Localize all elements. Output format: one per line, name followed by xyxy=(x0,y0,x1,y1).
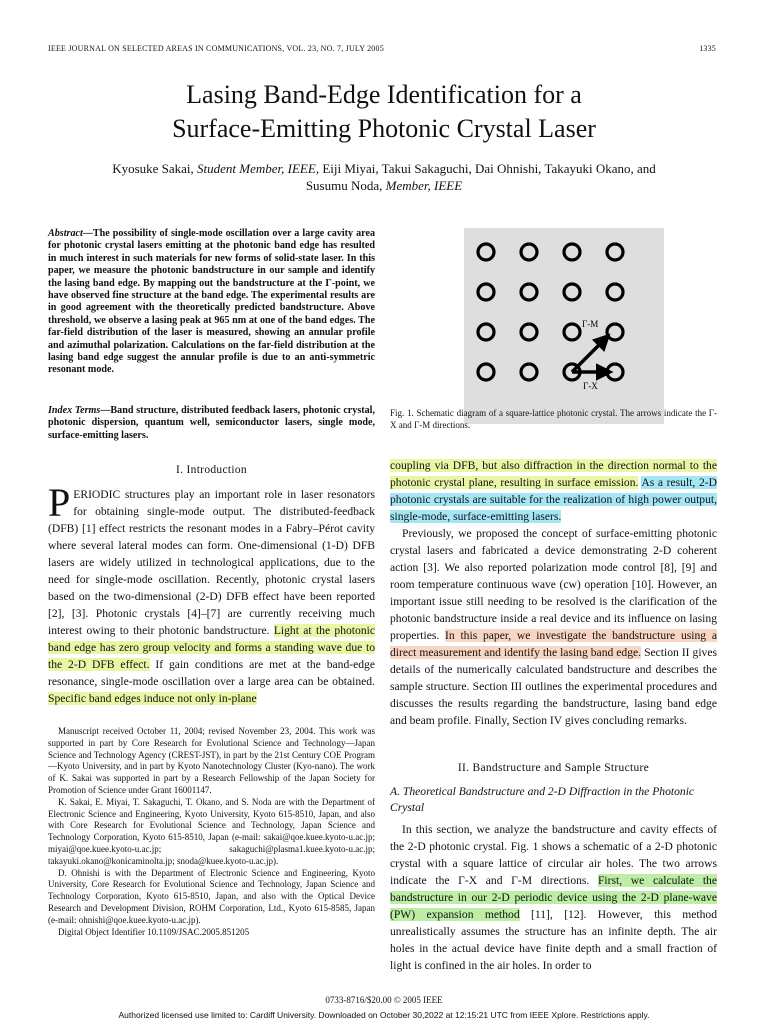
page-number: 1335 xyxy=(699,44,716,53)
highlight-surface-emission: coupling via DFB, but also diffraction in the direction normal to the photonic crystal plane, resulting in surface emission. xyxy=(390,459,717,489)
air-hole xyxy=(607,244,623,260)
previous-work-text-b: Section II gives details of the numerically calculated bandstructure and describes the sample structure. Section III outlines the experimental procedures and discusses the results regarding the bandstructure, lasing band edge and beam profile. Finally, Section IV gives concluding remarks. xyxy=(390,646,718,727)
right-column-text xyxy=(390,457,717,729)
footnote-affiliation-2: D. Ohnishi is with the Department of Electronic Science and Engineering, Kyoto University, Core Research for Evolutional Science and Technology, Japan Science and Technology Corporation, Kyoto 615-8510, Japan, and also with the Optical Device Research and Development Division, ROHM Corporation, Ltd., Kyoto 615-8585, Japan (e-mail: ohnishi@qoe.kuee.kyoto-u.ac.jp). xyxy=(48,867,375,925)
highlight-band-edge: Light at the photonic band edge has zero group velocity and forms a standing wave due to the 2-D DFB effect. xyxy=(48,624,375,671)
bandstructure-text-b: [11], [12]. However, this method unrealistically assumes the structure has an infinite depth. The air holes in the actual device have finite depth and a small fraction of light is confined in the air holes. In order to xyxy=(390,908,717,972)
subsection-a-heading: A. Theoretical Bandstructure and 2-D Diffraction in the Photonic Crystal xyxy=(390,785,695,814)
section-1-heading: I. Introduction xyxy=(176,464,247,476)
air-hole xyxy=(607,324,623,340)
air-hole xyxy=(564,244,580,260)
previous-work-text-a: Previously, we proposed the concept of surface-emitting photonic crystal lasers and fabricated a device demonstrating 2-D coherent action [3]. We also reported polarization mode control [8], [9] and room temperature continuous wave (cw) operation [10]. However, an important issue still needing to be resolved is the clarification of the photonic bandstructure inside a real device and its influence on lasing properties. xyxy=(390,527,717,642)
abstract-text: —The possibility of single-mode oscillation over a large cavity area for photonic crystal lasers emitting at the photonic band edge has resulted in much interest in such materials for new forms of solid-state laser. In this paper, we measure the photonic bandstructure in our sample and identify the lasing band edge. By mapping out the bandstructure at the Γ-point, we have observed fine structure at the band edge. The experimental results are in good agreement with the theoretically predicted bandstructure. Above threshold, we observe a lasing peak at 965 nm at one of the band edges. The far-field distribution of the laser is measured, showing an annular profile and azimuthal polarization. Calculations on the far-field distribution at the lasing band edge suggest the annular profile is due to an anti-symmetric resonant mode. xyxy=(48,228,375,376)
title-line-2: Surface-Emitting Photonic Crystal Laser xyxy=(172,114,596,143)
highlight-high-power: As a result, 2-D photonic crystals are suitable for the realization of high power output, single-mode, surface-emitting lasers. xyxy=(390,476,717,523)
gamma-m-label: Γ-M xyxy=(582,319,599,329)
air-hole xyxy=(478,364,494,380)
previous-work-paragraph xyxy=(390,525,717,729)
authors-rest: Eiji Miyai, Takui Sakaguchi, Dai Ohnishi, Takayuki Okano, and xyxy=(322,161,656,176)
highlight-specific-band-edges: Specific band edges induce not only in-plane xyxy=(48,692,257,705)
title-line-1: Lasing Band-Edge Identification for a xyxy=(186,80,582,109)
footnote-doi: Digital Object Identifier 10.1109/JSAC.2005.851205 xyxy=(58,926,250,937)
index-terms-lead: Index Terms xyxy=(48,405,101,416)
intro-text-b: If gain conditions are met at the band-edge resonance, single-mode oscillation over a large area can be obtained. xyxy=(48,658,375,688)
author-list xyxy=(60,160,708,194)
air-hole xyxy=(521,324,537,340)
gamma-x-label: Γ-X xyxy=(583,381,598,391)
abstract-lead: Abstract xyxy=(48,228,83,239)
highlight-this-paper: In this paper, we investigate the bandstructure using a direct measurement and identify the lasing band edge. xyxy=(390,629,717,659)
index-terms-text: —Band structure, distributed feedback lasers, photonic crystal, photonic dispersion, quantum well, semiconductor lasers, single mode, surface-emitting lasers. xyxy=(48,405,376,441)
issn-line: 0733-8716/$20.00 © 2005 IEEE xyxy=(325,995,443,1005)
author-first-role: Student Member, IEEE, xyxy=(197,161,320,176)
bandstructure-paragraph xyxy=(390,821,717,974)
author-first: Kyosuke Sakai, xyxy=(112,161,194,176)
footnote-affiliation-1: K. Sakai, E. Miyai, T. Sakaguchi, T. Okano, and S. Noda are with the Department of Electronic Science and Engineering, Kyoto University, Kyoto 615-8510, Japan, and also with Core Research for Evolutional Science and Technology, Japan Science and Technology Corporation, Kyoto 615-8510, Japan (e-mail: sakai@qoe.kuee.kyoto-u.ac.jp; miyai@qoe.kuee.kyoto-u.ac.jp; sakaguchi@plasma1.kuee.kyoto-u.ac.jp; takayuki.okano@konicaminolta.jp; snoda@kuee.kyoto-u.ac.jp). xyxy=(48,796,375,866)
drop-cap: P xyxy=(48,480,71,525)
continued-paragraph xyxy=(390,457,717,525)
license-notice: Authorized licensed use limited to: Cardiff University. Downloaded on October 30,2022 at 12:15:21 UTC from IEEE Xplore. Restrictions apply. xyxy=(118,1010,650,1020)
air-hole xyxy=(521,364,537,380)
air-hole xyxy=(478,324,494,340)
air-hole xyxy=(564,324,580,340)
abstract xyxy=(48,228,375,377)
gamma-m-arrow xyxy=(572,336,608,372)
section-2-heading: II. Bandstructure and Sample Structure xyxy=(457,762,650,774)
footnote-manuscript: Manuscript received October 11, 2004; revised November 23, 2004. This work was supported in part by Core Research for Evolutional Science and Technology—Japan Science and Technology Agency (CREST-JST), in part by the 21st Century COE Program—Kyoto University, and in part by Kyoto Nanotechnology Cluster (Kyo-nano). The work of K. Sakai was supported in part by a Research Fellowship of the Japan Society for Promotion of Science under Grant 16001147. xyxy=(48,726,375,795)
journal-header: IEEE JOURNAL ON SELECTED AREAS IN COMMUNICATIONS, VOL. 23, NO. 7, JULY 2005 xyxy=(48,44,384,53)
paper-title xyxy=(60,78,708,146)
intro-text-a: ERIODIC structures play an important role in laser resonators for obtaining single-mode output. The distributed-feedback (DFB) [1] effect restricts the resonant modes in a Fabry–Pérot cavity where several lateral modes can form. One-dimensional (1-D) DFB lasers are widely utilized in technological applications, due to the need for single-mode oscillation. Recently, photonic crystal lasers based on the two-dimensional (2-D) DFB effect have been reported [2], [3]. Photonic crystals [4]–[7] are currently receiving much interest owing to their photonic bandstructure. xyxy=(48,488,375,637)
section-2-text xyxy=(390,821,717,974)
air-hole xyxy=(521,284,537,300)
intro-paragraph xyxy=(48,480,375,707)
author-last: Susumu Noda, xyxy=(305,178,383,193)
author-last-role: Member, IEEE xyxy=(385,178,463,193)
air-hole xyxy=(478,284,494,300)
figure-1-diagram xyxy=(464,228,664,424)
footnotes xyxy=(48,726,375,938)
air-hole xyxy=(521,244,537,260)
highlight-pw-method: First, we calculate the bandstructure in our 2-D periodic device using the 2-D plane-wave (PW) expansion method xyxy=(390,874,717,921)
air-hole xyxy=(478,244,494,260)
figure-1-caption: Fig. 1. Schematic diagram of a square-lattice photonic crystal. The arrows indicate the Γ-X and Γ-M directions. xyxy=(390,408,717,430)
index-terms xyxy=(48,405,375,442)
bandstructure-text-a: In this section, we analyze the bandstructure and cavity effects of the 2-D photonic crystal. Fig. 1 shows a schematic of a 2-D photonic crystal with a square lattice of circular air holes. The two arrows indicate the Γ-X and Γ-M directions. xyxy=(390,823,717,887)
square-lattice-svg xyxy=(464,228,664,424)
air-hole xyxy=(607,284,623,300)
air-hole xyxy=(564,284,580,300)
